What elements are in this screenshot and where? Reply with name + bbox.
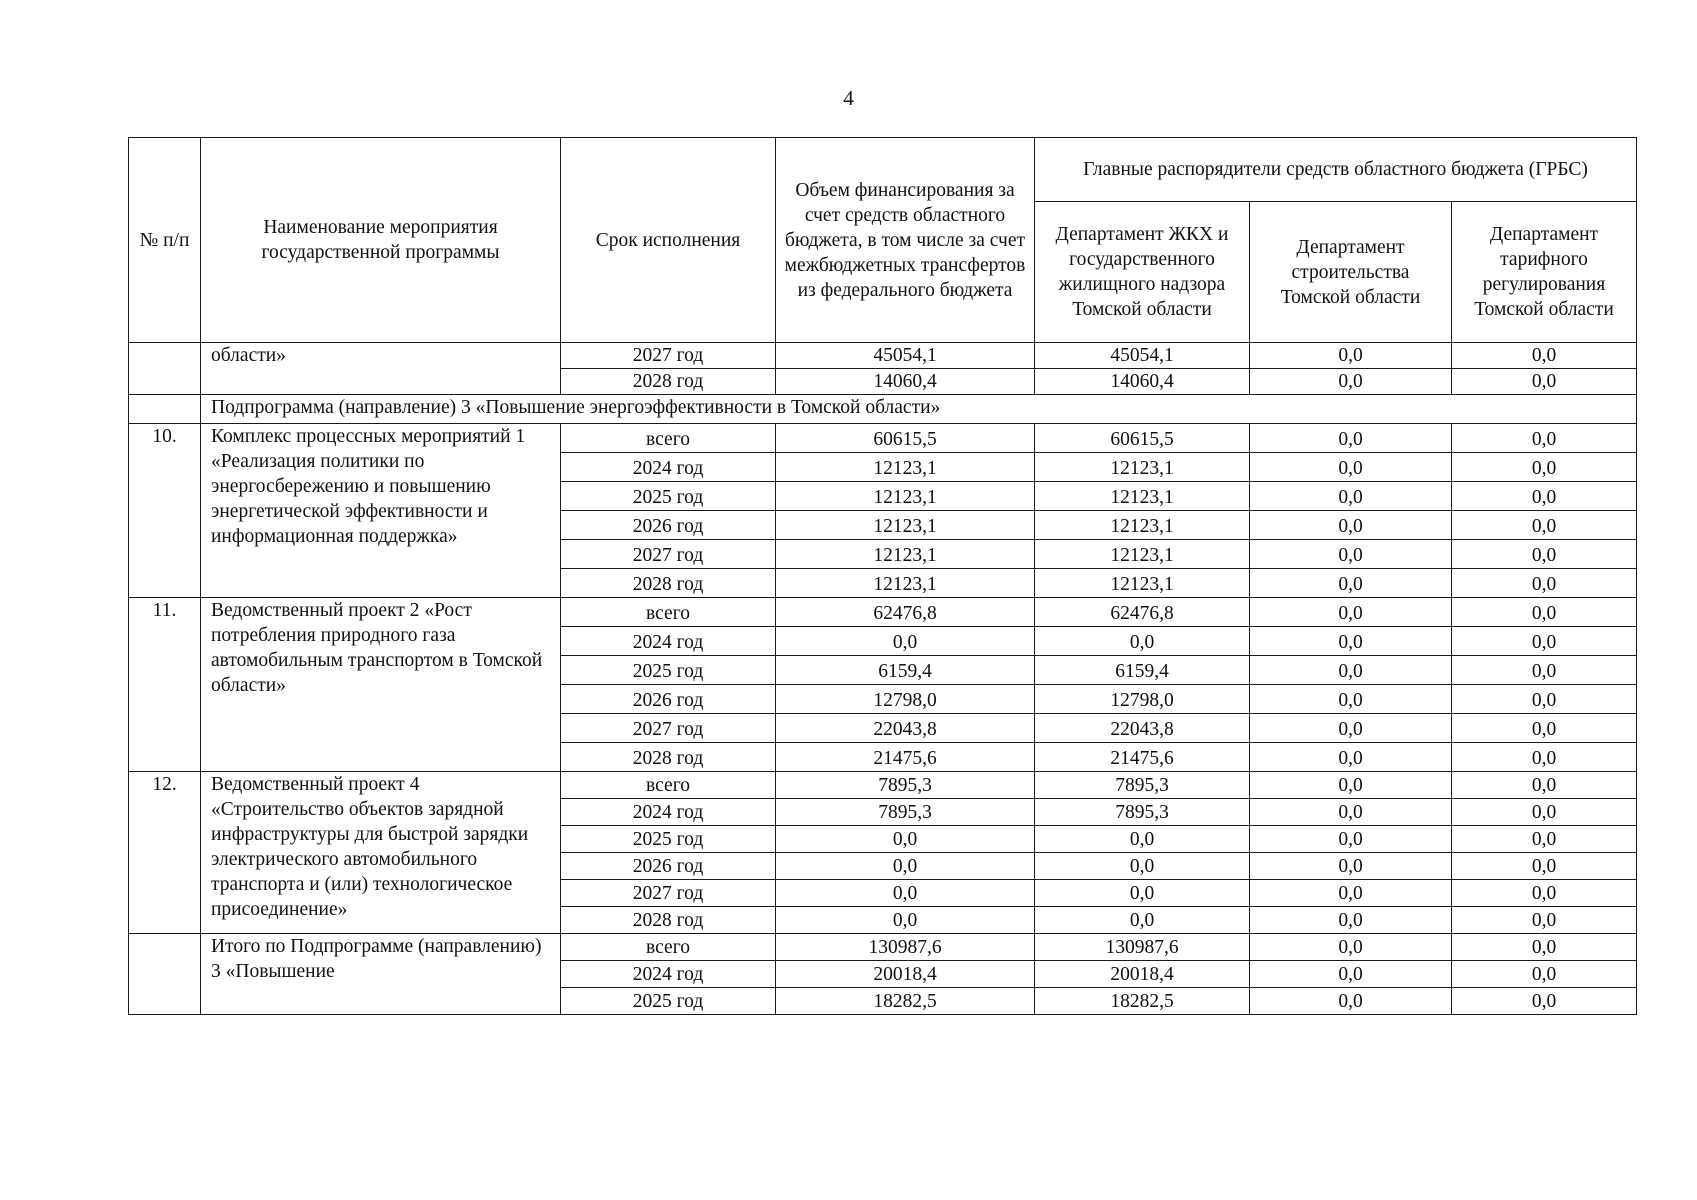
table-row — [129, 424, 1637, 453]
volume-cell: 0,0 — [776, 853, 1035, 880]
header-period: Срок исполнения — [561, 138, 776, 343]
period-cell: 2027 год — [561, 880, 776, 907]
header-grbs: Главные распорядители средств областного бюджета (ГРБС) — [1035, 138, 1637, 202]
dept-tariff-cell: 0,0 — [1452, 714, 1637, 743]
row-number-cell — [129, 343, 201, 395]
period-cell: 2024 год — [561, 799, 776, 826]
header-num: № п/п — [129, 138, 201, 343]
item-name-cell: области» — [201, 343, 561, 395]
volume-cell: 18282,5 — [776, 988, 1035, 1015]
dept-tariff-cell: 0,0 — [1452, 511, 1637, 540]
header-dept-zhkh: Департамент ЖКХ и государственного жилищного надзора Томской области — [1035, 202, 1250, 343]
dept-construction-cell: 0,0 — [1250, 369, 1452, 395]
dept-construction-cell: 0,0 — [1250, 826, 1452, 853]
volume-cell: 12123,1 — [776, 511, 1035, 540]
dept-tariff-cell: 0,0 — [1452, 656, 1637, 685]
volume-cell: 7895,3 — [776, 799, 1035, 826]
dept-construction-cell: 0,0 — [1250, 656, 1452, 685]
item-name-cell: Ведомственный проект 4 «Строительство объектов зарядной инфраструктуры для быстрой зарядки электрического автомобильного транспорта и (или) технологическое присоединение» — [201, 772, 561, 934]
dept-tariff-cell: 0,0 — [1452, 799, 1637, 826]
period-cell: всего — [561, 934, 776, 961]
dept-zhkh-cell: 12123,1 — [1035, 511, 1250, 540]
dept-construction-cell: 0,0 — [1250, 627, 1452, 656]
dept-zhkh-cell: 7895,3 — [1035, 799, 1250, 826]
financing-table — [128, 137, 1637, 1015]
dept-tariff-cell: 0,0 — [1452, 453, 1637, 482]
dept-zhkh-cell: 18282,5 — [1035, 988, 1250, 1015]
header-name: Наименование мероприятия государственной программы — [201, 138, 561, 343]
volume-cell: 12798,0 — [776, 685, 1035, 714]
period-cell: 2024 год — [561, 961, 776, 988]
dept-construction-cell: 0,0 — [1250, 424, 1452, 453]
table-body — [129, 343, 1637, 1015]
dept-zhkh-cell: 130987,6 — [1035, 934, 1250, 961]
period-cell: 2026 год — [561, 685, 776, 714]
dept-tariff-cell: 0,0 — [1452, 424, 1637, 453]
volume-cell: 62476,8 — [776, 598, 1035, 627]
dept-construction-cell: 0,0 — [1250, 685, 1452, 714]
dept-tariff-cell: 0,0 — [1452, 934, 1637, 961]
dept-tariff-cell: 0,0 — [1452, 598, 1637, 627]
period-cell: всего — [561, 598, 776, 627]
period-cell: 2025 год — [561, 482, 776, 511]
dept-construction-cell: 0,0 — [1250, 598, 1452, 627]
volume-cell: 45054,1 — [776, 343, 1035, 369]
volume-cell: 0,0 — [776, 627, 1035, 656]
item-name-cell: Ведомственный проект 2 «Рост потребления природного газа автомобильным транспортом в Томской области» — [201, 598, 561, 772]
dept-zhkh-cell: 0,0 — [1035, 907, 1250, 934]
dept-construction-cell: 0,0 — [1250, 772, 1452, 799]
dept-construction-cell: 0,0 — [1250, 453, 1452, 482]
dept-construction-cell: 0,0 — [1250, 988, 1452, 1015]
dept-construction-cell: 0,0 — [1250, 907, 1452, 934]
dept-tariff-cell: 0,0 — [1452, 685, 1637, 714]
table-row — [129, 343, 1637, 369]
table-row — [129, 934, 1637, 961]
volume-cell: 60615,5 — [776, 424, 1035, 453]
volume-cell: 130987,6 — [776, 934, 1035, 961]
item-name-cell: Итого по Подпрограмме (направлению) 3 «Повышение — [201, 934, 561, 1015]
period-cell: 2024 год — [561, 627, 776, 656]
dept-zhkh-cell: 0,0 — [1035, 826, 1250, 853]
volume-cell: 12123,1 — [776, 569, 1035, 598]
dept-zhkh-cell: 21475,6 — [1035, 743, 1250, 772]
dept-zhkh-cell: 0,0 — [1035, 880, 1250, 907]
dept-tariff-cell: 0,0 — [1452, 743, 1637, 772]
dept-tariff-cell: 0,0 — [1452, 880, 1637, 907]
period-cell: 2027 год — [561, 343, 776, 369]
dept-construction-cell: 0,0 — [1250, 853, 1452, 880]
dept-construction-cell: 0,0 — [1250, 961, 1452, 988]
dept-construction-cell: 0,0 — [1250, 714, 1452, 743]
subprogram-title: Подпрограмма (направление) 3 «Повышение энергоэффективности в Томской области» — [201, 395, 1637, 424]
volume-cell: 0,0 — [776, 907, 1035, 934]
row-number-cell: 10. — [129, 424, 201, 598]
table-row — [129, 772, 1637, 799]
dept-tariff-cell: 0,0 — [1452, 826, 1637, 853]
dept-construction-cell: 0,0 — [1250, 482, 1452, 511]
dept-construction-cell: 0,0 — [1250, 540, 1452, 569]
volume-cell: 21475,6 — [776, 743, 1035, 772]
dept-zhkh-cell: 12123,1 — [1035, 453, 1250, 482]
dept-tariff-cell: 0,0 — [1452, 627, 1637, 656]
dept-zhkh-cell: 14060,4 — [1035, 369, 1250, 395]
period-cell: 2026 год — [561, 511, 776, 540]
subprogram-row — [129, 395, 1637, 424]
dept-zhkh-cell: 12123,1 — [1035, 482, 1250, 511]
dept-construction-cell: 0,0 — [1250, 934, 1452, 961]
dept-tariff-cell: 0,0 — [1452, 343, 1637, 369]
row-number-cell: 11. — [129, 598, 201, 772]
dept-tariff-cell: 0,0 — [1452, 569, 1637, 598]
volume-cell: 12123,1 — [776, 453, 1035, 482]
dept-construction-cell: 0,0 — [1250, 743, 1452, 772]
dept-tariff-cell: 0,0 — [1452, 853, 1637, 880]
page-number: 4 — [843, 86, 854, 110]
header-dept-tariff: Департамент тарифного регулирования Томской области — [1452, 202, 1637, 343]
volume-cell: 12123,1 — [776, 540, 1035, 569]
period-cell: 2025 год — [561, 988, 776, 1015]
volume-cell: 0,0 — [776, 880, 1035, 907]
dept-zhkh-cell: 6159,4 — [1035, 656, 1250, 685]
row-number-cell: 12. — [129, 772, 201, 934]
row-number-cell — [129, 395, 201, 424]
period-cell: всего — [561, 424, 776, 453]
dept-zhkh-cell: 62476,8 — [1035, 598, 1250, 627]
dept-construction-cell: 0,0 — [1250, 880, 1452, 907]
dept-tariff-cell: 0,0 — [1452, 540, 1637, 569]
period-cell: 2027 год — [561, 714, 776, 743]
period-cell: 2028 год — [561, 569, 776, 598]
dept-zhkh-cell: 12123,1 — [1035, 569, 1250, 598]
dept-zhkh-cell: 0,0 — [1035, 627, 1250, 656]
item-name-cell: Комплекс процессных мероприятий 1 «Реализация политики по энергосбережению и повышению энергетической эффективности и информационная поддержка» — [201, 424, 561, 598]
volume-cell: 7895,3 — [776, 772, 1035, 799]
dept-construction-cell: 0,0 — [1250, 511, 1452, 540]
period-cell: 2028 год — [561, 907, 776, 934]
dept-zhkh-cell: 12123,1 — [1035, 540, 1250, 569]
dept-tariff-cell: 0,0 — [1452, 988, 1637, 1015]
period-cell: 2025 год — [561, 826, 776, 853]
period-cell: всего — [561, 772, 776, 799]
dept-tariff-cell: 0,0 — [1452, 907, 1637, 934]
header-dept-construction: Департамент строительства Томской области — [1250, 202, 1452, 343]
dept-zhkh-cell: 12798,0 — [1035, 685, 1250, 714]
dept-construction-cell: 0,0 — [1250, 799, 1452, 826]
volume-cell: 12123,1 — [776, 482, 1035, 511]
volume-cell: 0,0 — [776, 826, 1035, 853]
volume-cell: 20018,4 — [776, 961, 1035, 988]
period-cell: 2024 год — [561, 453, 776, 482]
row-number-cell — [129, 934, 201, 1015]
dept-zhkh-cell: 20018,4 — [1035, 961, 1250, 988]
dept-construction-cell: 0,0 — [1250, 569, 1452, 598]
period-cell: 2028 год — [561, 369, 776, 395]
period-cell: 2025 год — [561, 656, 776, 685]
dept-zhkh-cell: 45054,1 — [1035, 343, 1250, 369]
table-row — [129, 598, 1637, 627]
volume-cell: 22043,8 — [776, 714, 1035, 743]
dept-zhkh-cell: 7895,3 — [1035, 772, 1250, 799]
dept-tariff-cell: 0,0 — [1452, 482, 1637, 511]
dept-tariff-cell: 0,0 — [1452, 961, 1637, 988]
period-cell: 2028 год — [561, 743, 776, 772]
period-cell: 2026 год — [561, 853, 776, 880]
dept-tariff-cell: 0,0 — [1452, 772, 1637, 799]
dept-construction-cell: 0,0 — [1250, 343, 1452, 369]
dept-zhkh-cell: 22043,8 — [1035, 714, 1250, 743]
volume-cell: 14060,4 — [776, 369, 1035, 395]
volume-cell: 6159,4 — [776, 656, 1035, 685]
dept-zhkh-cell: 60615,5 — [1035, 424, 1250, 453]
dept-tariff-cell: 0,0 — [1452, 369, 1637, 395]
header-volume: Объем финансирования за счет средств областного бюджета, в том числе за счет межбюджетных трансфертов из федерального бюджета — [776, 138, 1035, 343]
period-cell: 2027 год — [561, 540, 776, 569]
dept-zhkh-cell: 0,0 — [1035, 853, 1250, 880]
